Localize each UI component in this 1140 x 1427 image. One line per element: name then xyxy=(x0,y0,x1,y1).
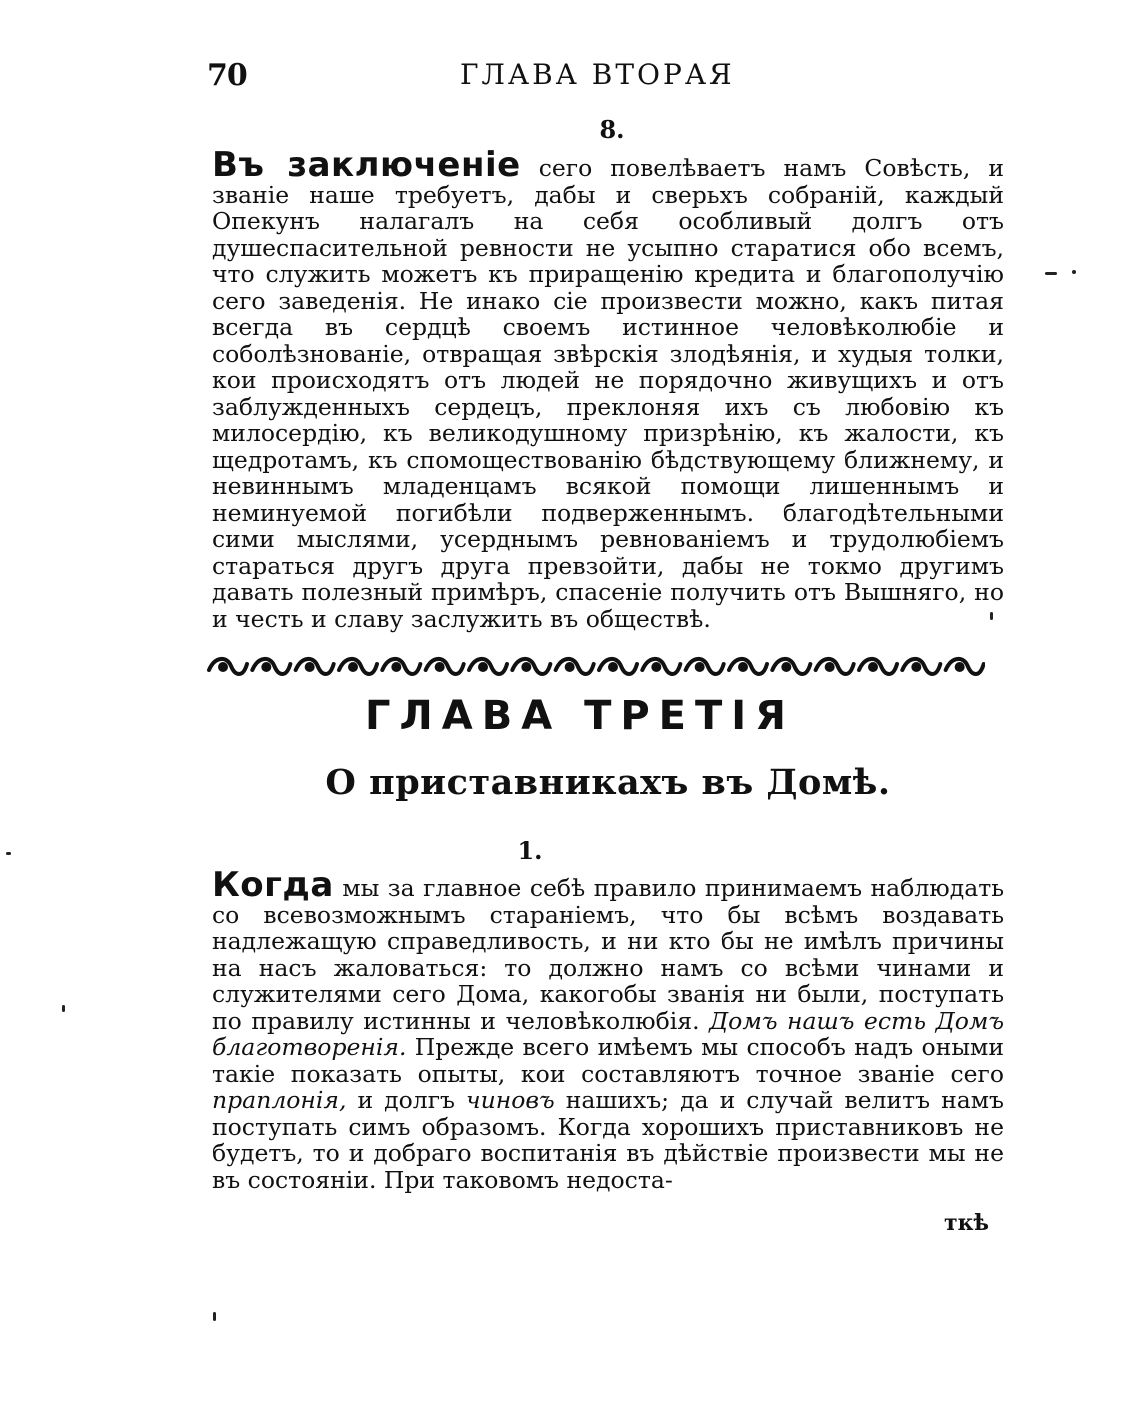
running-head: ГЛАВА ВТОРАЯ xyxy=(460,58,735,91)
ornament-scroll xyxy=(816,659,854,674)
ornament-scroll xyxy=(252,659,290,674)
ornament-scroll xyxy=(599,659,637,674)
ornament-dot xyxy=(350,664,356,670)
ornament-dot xyxy=(437,664,443,670)
ornament-dot xyxy=(480,664,486,670)
paragraph-section-8 xyxy=(212,145,1005,633)
page-number: 70 xyxy=(207,58,247,93)
ornament-dot xyxy=(393,664,399,670)
ornament-scroll xyxy=(556,659,594,674)
lead-word: Когда xyxy=(212,865,334,905)
paragraph-text: нашихъ; да и случай велитъ намъ поступать симъ образомъ. Когда хорошихъ приставниковъ не будетъ, то и добраго воспитанія въ дѣйствіе произвести мы не въ состояніи. При таковомъ недоста- xyxy=(212,1086,1004,1194)
ornament-scroll xyxy=(209,659,247,674)
section-number-8: 8. xyxy=(599,115,625,144)
italic-phrase: чиновъ xyxy=(466,1086,555,1114)
ornament-scroll xyxy=(296,659,334,674)
ornament-scroll xyxy=(686,659,724,674)
paragraph-text: и долгъ xyxy=(346,1086,466,1114)
ornament-scroll xyxy=(426,659,464,674)
ornament-scroll xyxy=(729,659,767,674)
ornament-scroll xyxy=(469,659,507,674)
ornament-scroll xyxy=(859,659,897,674)
ornament-dot xyxy=(307,664,313,670)
ornament-dot xyxy=(567,664,573,670)
ornament-dot xyxy=(263,664,269,670)
ornament-scroll xyxy=(512,659,550,674)
catchword: ткѣ xyxy=(944,1210,989,1236)
ornament-dot xyxy=(957,664,963,670)
italic-phrase: праплонія, xyxy=(212,1086,347,1114)
ornament-scroll xyxy=(339,659,377,674)
ornament-dot xyxy=(697,664,703,670)
ornament-scroll xyxy=(382,659,420,674)
lead-word: Въ заключеніе xyxy=(212,145,521,185)
ornament-scroll xyxy=(902,659,940,674)
ornament-scroll xyxy=(642,659,680,674)
ornament-divider xyxy=(205,652,985,682)
ornament-scroll xyxy=(946,659,984,674)
paragraph-text: мы за главное себѣ правило принимаемъ наблюдать со всевозможнымъ стараніемъ, что бы всѣмъ воздавать надлежащую справедливость, и ни кто бы не имѣлъ причины на насъ жаловаться: то должно намъ со всѣми чинами и служителями сего Дома, какогобы званія ни были, поступать по правилу истинны и человѣколюбія. xyxy=(212,874,1004,1035)
ornament-dot xyxy=(523,664,529,670)
paragraph-text: Прежде всего имѣемъ мы способъ надъ оными такіе показать опыты, кои составляютъ точное званіе сего xyxy=(212,1033,1004,1088)
section-number-1: 1. xyxy=(517,836,543,865)
ornament-dot xyxy=(653,664,659,670)
ornament-dot xyxy=(740,664,746,670)
ornament-dot xyxy=(610,664,616,670)
ornament-scroll xyxy=(772,659,810,674)
ornament-dot xyxy=(220,664,226,670)
paragraph-text: сего повелѣваетъ намъ Совѣсть, и званіе наше требуетъ, дабы и сверьхъ собраній, каждый Опекунъ налагалъ на себя особливый долгъ отъ душеспасительной ревности не усыпно старатися обо всемъ, что служить можетъ къ приращенію кредита и благополучію сего заведенія. Не инако сіе произвести можно, какъ питая всегда въ сердцѣ своемъ истинное человѣколюбіе и соболѣзнованіе, отвращая звѣрскія злодѣянія, и худыя толки, кои происходятъ отъ людей не порядочно живущихъ и отъ заблужденныхъ сердецъ, преклоняя ихъ съ любовію къ милосердію, къ великодушному призрѣнію, къ жалости, къ щедротамъ, къ спомоществованію бѣдствующему ближнему, и невиннымъ младенцамъ всякой помощи лишеннымъ и неминуемой погибѣли подверженнымъ. благодѣтельными сими мыслями, усерднымъ ревнованіемъ и трудолюбіемъ стараться другъ друга превзойти, дабы не токмо другимъ давать полезный примѣръ, спасеніе получить отъ Вышняго, но и честь и славу заслужить въ обществѣ. xyxy=(212,154,1005,633)
paragraph-section-1 xyxy=(212,865,1005,1194)
italic-phrase: Домъ нашъ есть Домъ благотворенія. xyxy=(212,1006,1005,1061)
ornament-dot xyxy=(827,664,833,670)
ornament-dot xyxy=(913,664,919,670)
chapter-subtitle: О приставникахъ въ Домѣ. xyxy=(325,762,891,803)
chapter-title: ГЛАВА ТРЕТІЯ xyxy=(365,693,795,739)
ornament-dot xyxy=(870,664,876,670)
ornament-dot xyxy=(783,664,789,670)
